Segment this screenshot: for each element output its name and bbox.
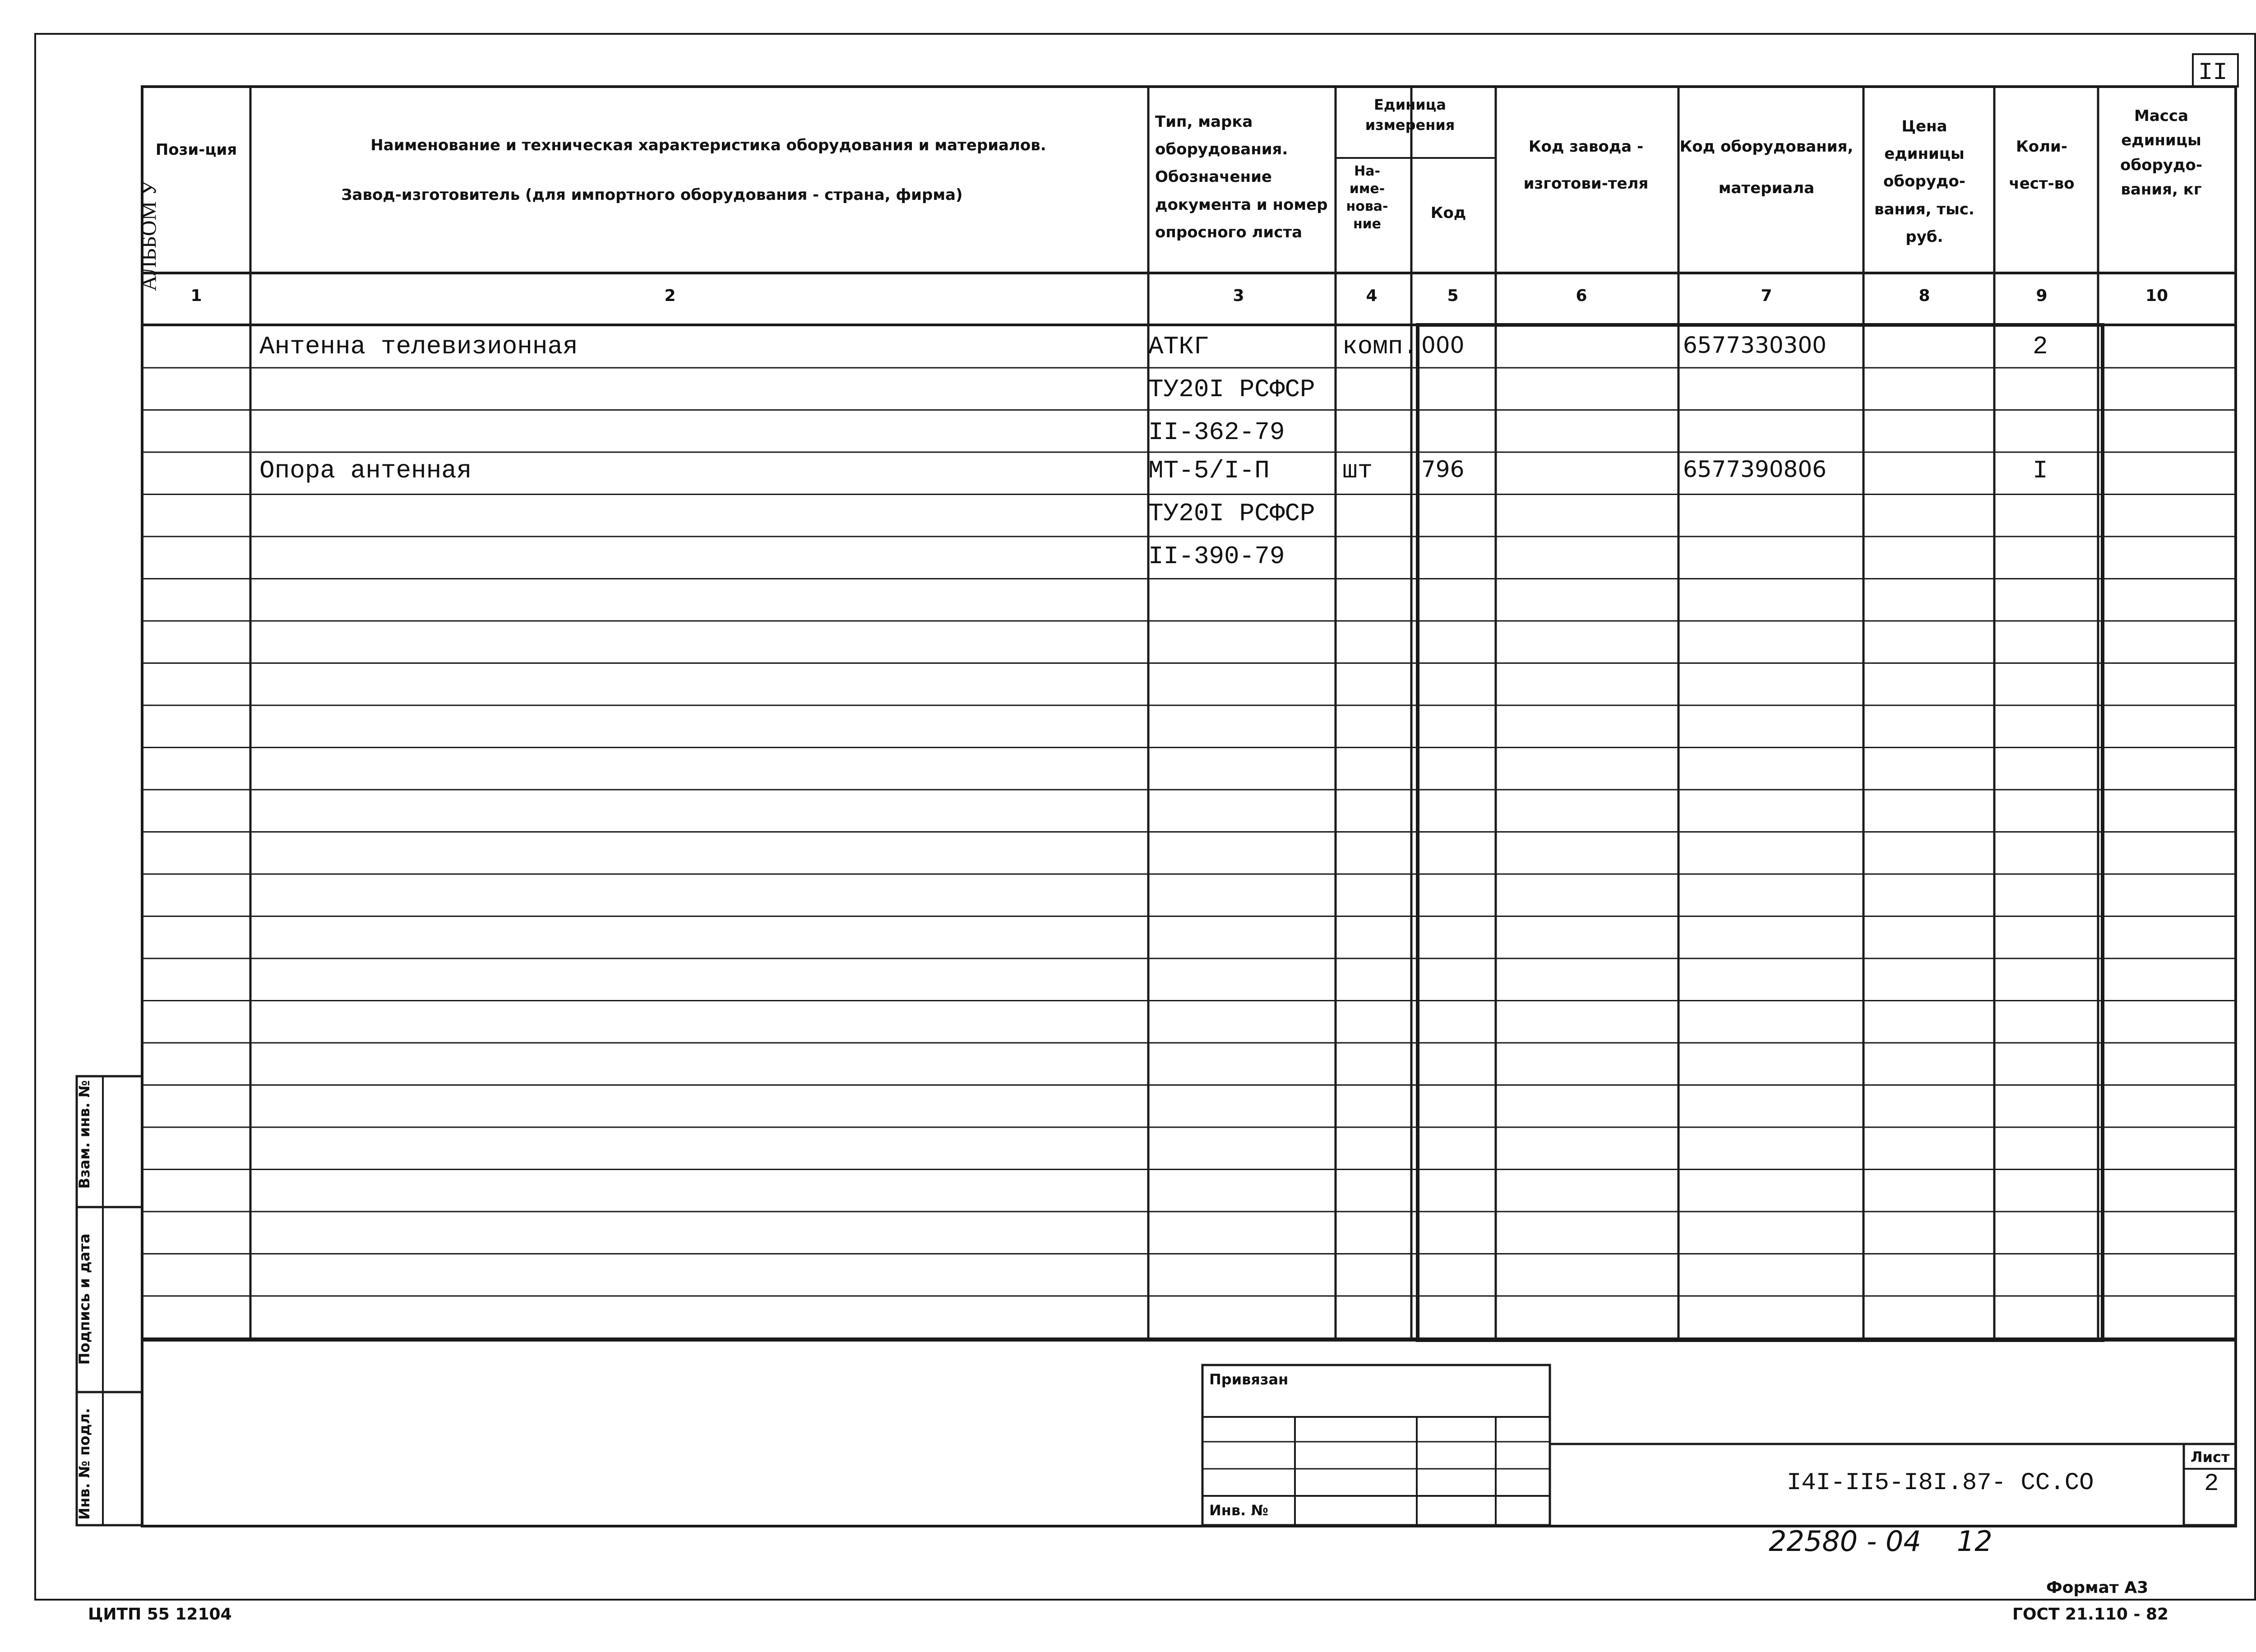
- item-type: МТ-5/I-П: [1148, 456, 1270, 485]
- item-equipment-code: 6577330300: [1683, 332, 1827, 358]
- item-type: ТУ20I РСФСР: [1148, 375, 1315, 404]
- list-label: Лист: [2191, 1448, 2230, 1466]
- column-number: 7: [1761, 287, 1772, 305]
- item-type: II-362-79: [1148, 418, 1285, 447]
- column-number: 6: [1576, 287, 1587, 305]
- handwritten-number: 22580 - 04 12: [1769, 1525, 1992, 1558]
- header-mass: Масса единицы оборудо-вания, кг: [2120, 107, 2202, 199]
- printer-mark: ЦИТП 55 12104: [88, 1605, 232, 1624]
- item-unit-code: 796: [1421, 456, 1465, 482]
- album-label: АЛЬБОМ У: [137, 180, 161, 292]
- list-number: 2: [2204, 1470, 2219, 1498]
- column-number: 3: [1233, 287, 1244, 305]
- header-unit-name: На-име-нова-ние: [1346, 163, 1388, 232]
- item-type: II-390-79: [1148, 542, 1285, 571]
- column-number: 1: [190, 287, 202, 305]
- item-equipment-code: 6577390806: [1683, 456, 1827, 482]
- column-number: 2: [664, 287, 676, 305]
- stamp-replacement-inv: Взам. инв. №: [76, 1080, 93, 1189]
- header-price: Цена единицы оборудо-вания, тыс. руб.: [1874, 117, 1974, 246]
- header-name-line1: Наименование и техническая характеристика оборудования и материалов.: [370, 136, 1046, 154]
- document-code: I4I-II5-I8I.87- СС.СО: [1787, 1469, 2094, 1497]
- format-label: Формат А3: [2046, 1578, 2149, 1597]
- gost-mark: ГОСТ 21.110 - 82: [2012, 1605, 2169, 1624]
- header-factory-code: Код завода - изготови-теля: [1523, 138, 1649, 193]
- header-unit-code: Код: [1430, 204, 1466, 222]
- column-number: 8: [1919, 287, 1930, 305]
- sheet-corner-number: II: [2198, 59, 2228, 87]
- header-unit-group: Единица измерения: [1365, 96, 1455, 134]
- header-equipment-code: Код оборудования, материала: [1679, 138, 1854, 197]
- item-unit-code: 000: [1421, 332, 1465, 358]
- inv-no-label: Инв. №: [1209, 1502, 1268, 1519]
- item-unit: комп.: [1342, 332, 1419, 361]
- header-type: Тип, марка оборудования. Обозначение документа и номер опросного листа: [1155, 113, 1328, 241]
- outer-frame: [35, 34, 2255, 1600]
- column-number: 9: [2036, 287, 2048, 305]
- item-name: Антенна телевизионная: [259, 332, 578, 361]
- item-type: ТУ20I РСФСР: [1148, 499, 1315, 528]
- column-number: 5: [1447, 287, 1459, 305]
- privyazan-label: Привязан: [1209, 1371, 1289, 1388]
- column-number: 10: [2145, 287, 2168, 305]
- item-quantity: I: [2033, 456, 2048, 485]
- stamp-signature-date: Подпись и дата: [76, 1233, 93, 1365]
- header-name-line2: Завод-изготовитель (для импортного оборудования - страна, фирма): [341, 186, 963, 204]
- header-position: Пози-ция: [155, 141, 237, 159]
- item-unit: шт: [1342, 456, 1373, 485]
- privyazan-block: [1202, 1365, 1550, 1525]
- column-number: 4: [1366, 287, 1378, 305]
- header-quantity: Коли-чест-во: [2009, 138, 2075, 193]
- stamp-original-inv: Инв. № подл.: [76, 1408, 93, 1520]
- item-type: АТКГ: [1148, 332, 1209, 361]
- item-name: Опора антенная: [259, 456, 472, 485]
- item-quantity: 2: [2033, 332, 2048, 361]
